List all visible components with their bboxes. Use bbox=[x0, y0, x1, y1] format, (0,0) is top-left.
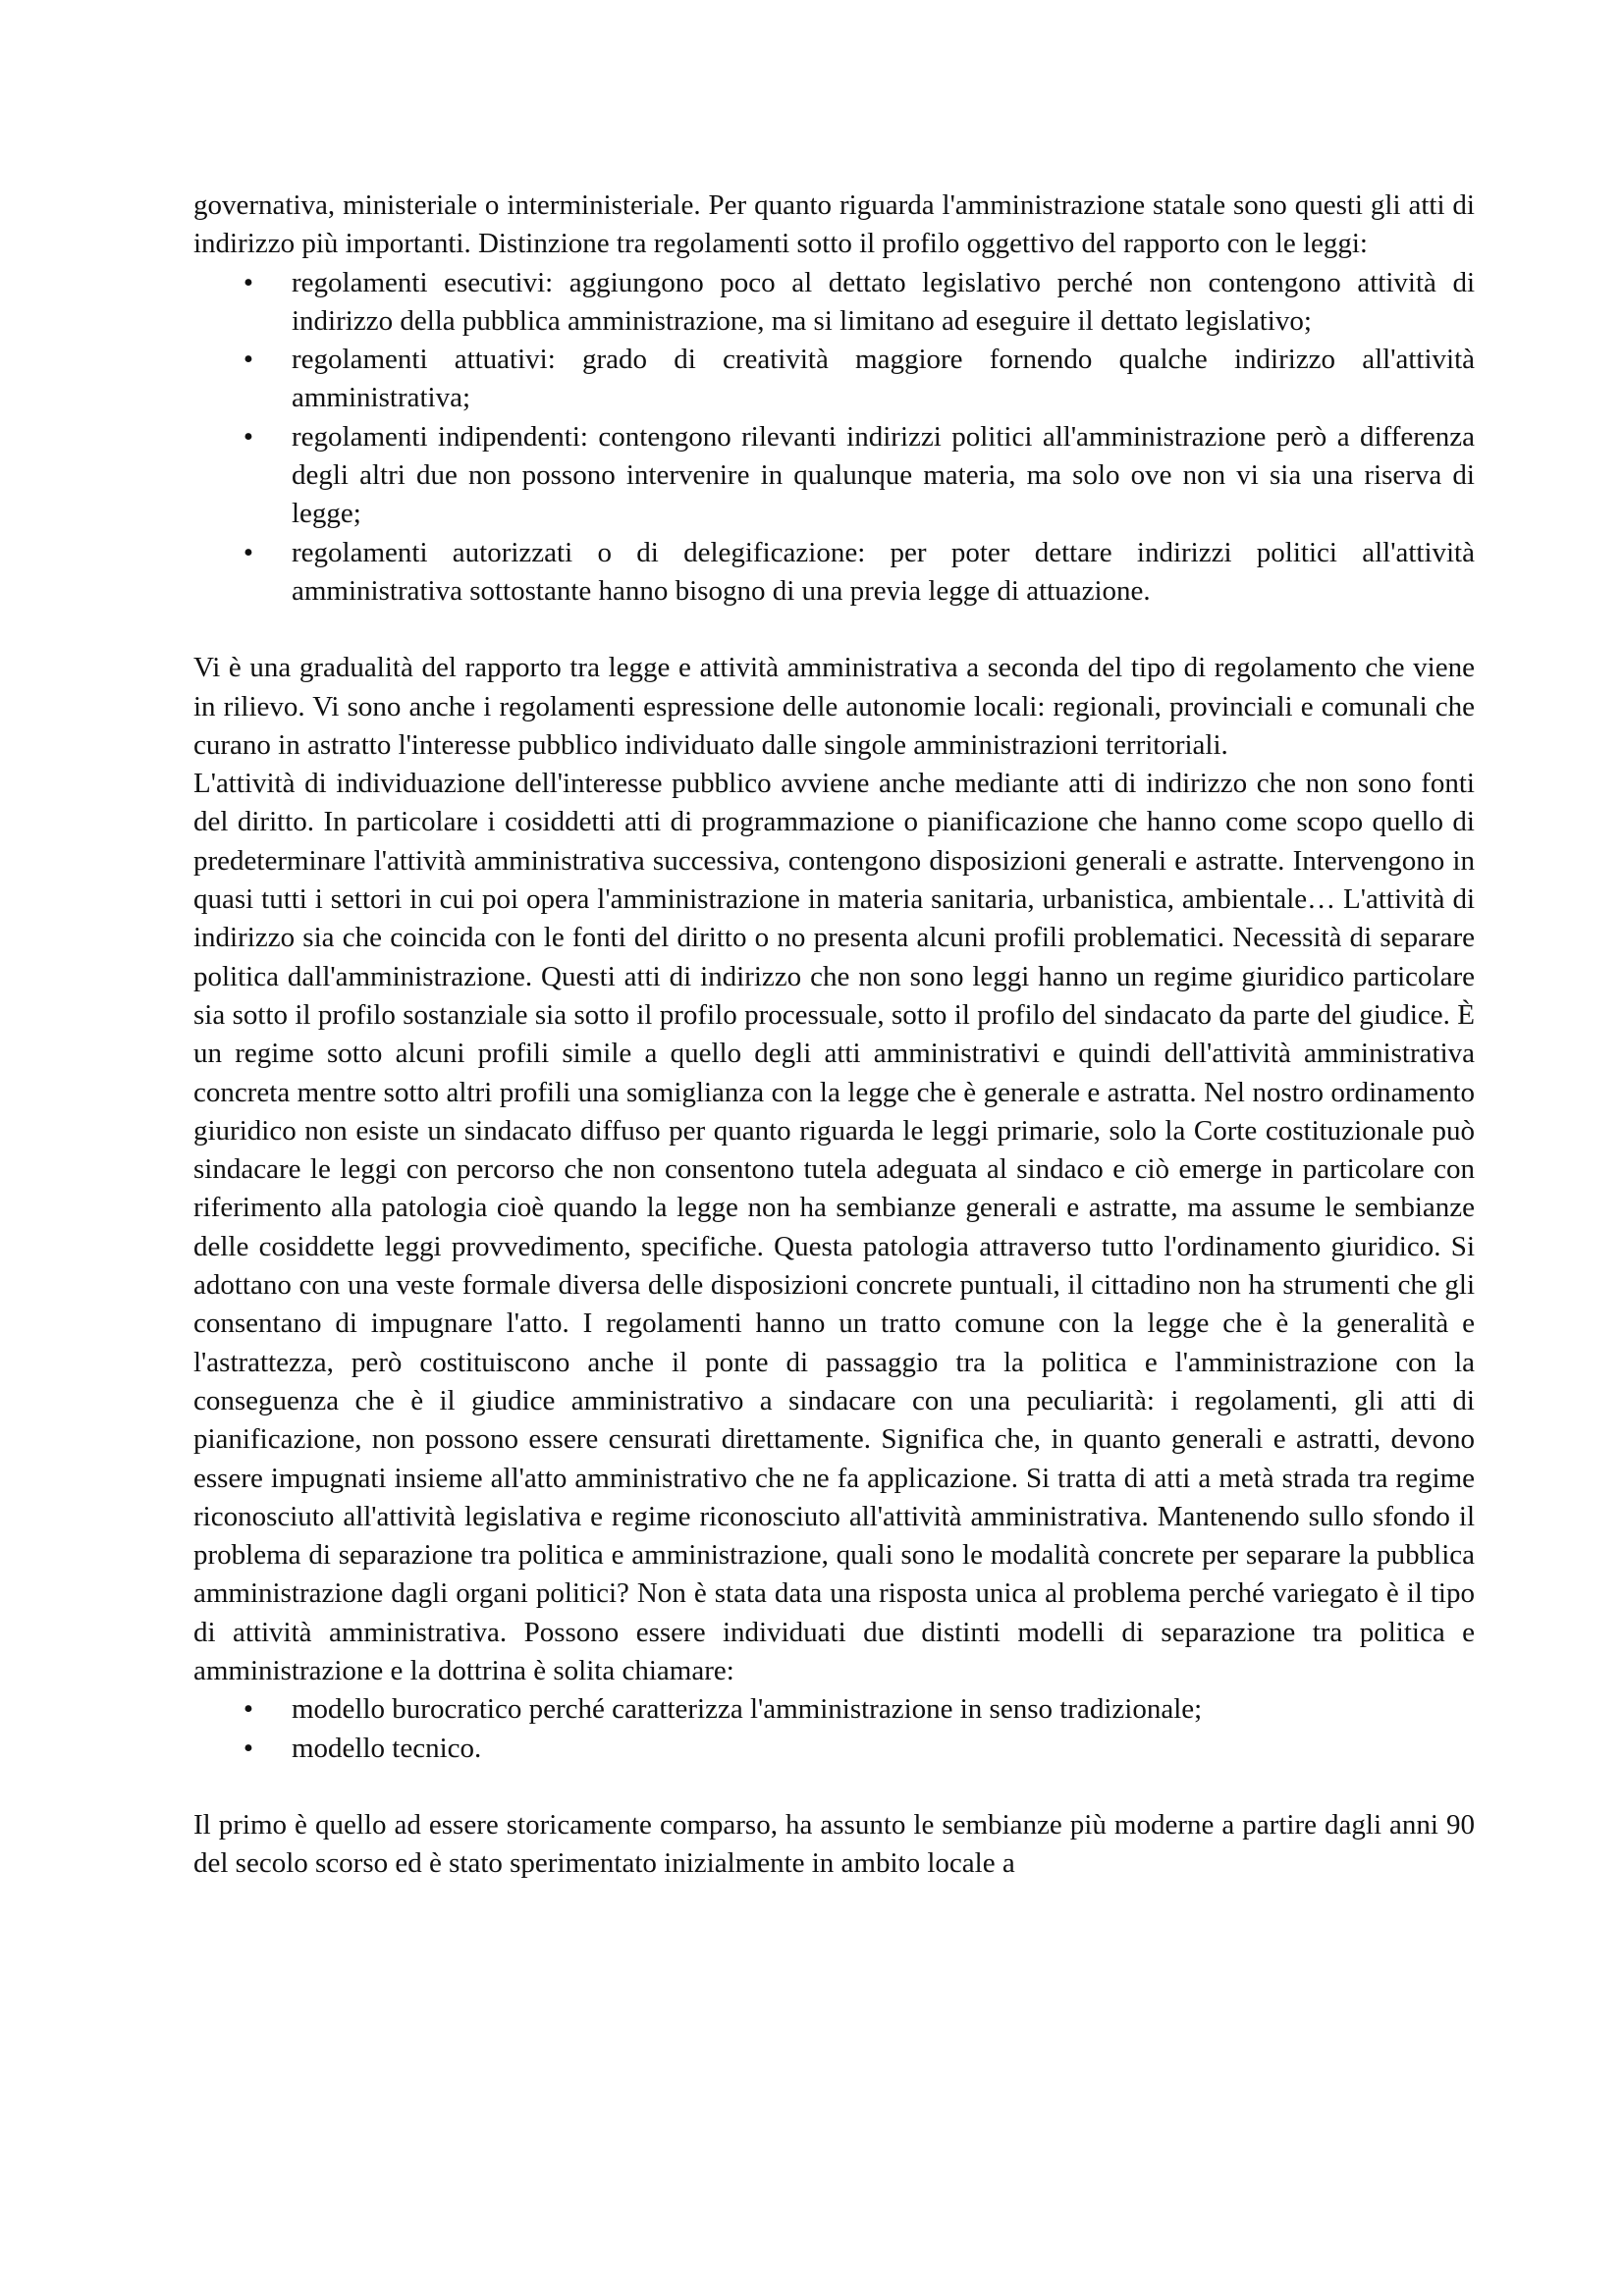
list-item bbox=[193, 1690, 1475, 1729]
gradualita-paragraph: Vi è una gradualità del rapporto tra legge e attività amministrativa a seconda del tipo di regolamento che viene in rilievo. Vi sono anche i regolamenti espressione delle autonomie locali: regionali, provinciali e comunali che curano in astratto l'interesse pubblico individuato dalle singole amministrazioni territoriali. bbox=[193, 652, 1475, 761]
bullet-icon: • bbox=[243, 344, 254, 376]
list-item-text: modello burocratico perché caratterizza l'amministrazione in senso tradizionale; bbox=[292, 1693, 1203, 1726]
bullet-icon: • bbox=[243, 266, 254, 298]
list-item-text: regolamenti indipendenti: contengono rilevanti indirizzi politici all'amministrazione però a differenza degli altri due non possono intervenire in qualunque materia, ma solo ove non vi sia una riserva di legge; bbox=[292, 420, 1475, 530]
main-paragraph: L'attività di individuazione dell'interesse pubblico avviene anche mediante atti di indirizzo che non sono fonti del diritto. In particolare i cosiddetti atti di programmazione o pianificazione che hanno come scopo quello di predeterminare l'attività amministrativa successiva, contengono disposizioni generali e astratte. Intervengono in quasi tutti i settori in cui poi opera l'amministrazione in materia sanitaria, urbanistica, ambientale… L'attività di indirizzo sia che coincida con le fonti del diritto o no presenta alcuni profili problematici. Necessità di separare politica dall'amministrazione. Questi atti di indirizzo che non sono leggi hanno un regime giuridico particolare sia sotto il profilo sostanziale sia sotto il profilo processuale, sotto il profilo del sindacato da parte del giudice. È un regime sotto alcuni profili simile a quello degli atti amministrativi e quindi dell'attività amministrativa concreta mentre sotto altri profili una somiglianza con la legge che è generale e astratta. Nel nostro ordinamento giuridico non esiste un sindacato diffuso per quanto riguarda le leggi primarie, solo la Corte costituzionale può sindacare le leggi con percorso che non consentono tutela adeguata al sindaco e ciò emerge in particolare con riferimento alla patologia cioè quando la legge non ha sembianze generali e astratte, ma assume le sembianze delle cosiddette leggi provvedimento, specifiche. Questa patologia attraverso tutto l'ordinamento giuridico. Si adottano con una veste formale diversa delle disposizioni concrete puntuali, il cittadino non ha strumenti che gli consentano di impugnare l'atto. I regolamenti hanno un tratto comune con la legge che è la generalità e l'astrattezza, però costituiscono anche il ponte di passaggio tra la politica e l'amministrazione con la conseguenza che è il giudice amministrativo a sindacare con una peculiarità: i regolamenti, gli atti di pianificazione, non possono essere censurati direttamente. Significa che, in quanto generali e astratti, devono essere impugnati insieme all'atto amministrativo che ne fa applicazione. Si tratta di atti a metà strada tra regime riconosciuto all'attività legislativa e regime riconosciuto all'attività amministrativa. Mantenendo sullo sfondo il problema di separazione tra politica e amministrazione, quali sono le modalità concrete per separare la pubblica amministrazione dagli organi politici? Non è stata data una risposta unica al problema perché variegato è il tipo di attività amministrativa. Possono essere individuati due distinti modelli di separazione tra politica e amministrazione e la dottrina è solita chiamare: bbox=[193, 768, 1475, 1686]
list-item-text: regolamenti attuativi: grado di creatività maggiore fornendo qualche indirizzo all'attività amministrativa; bbox=[292, 344, 1475, 414]
list-item-text: regolamenti autorizzati o di delegificazione: per poter dettare indirizzi politici all'attività amministrativa sottostante hanno bisogno di una previa legge di attuazione. bbox=[292, 536, 1475, 607]
document-page bbox=[193, 187, 1475, 1883]
bullet-icon: • bbox=[243, 536, 254, 568]
bullet-icon: • bbox=[243, 1693, 254, 1726]
list-item bbox=[193, 418, 1475, 534]
final-paragraph: Il primo è quello ad essere storicamente comparso, ha assunto le sembianze più moderne a partire dagli anni 90 del secolo scorso ed è stato sperimentato inizialmente in ambito locale a bbox=[193, 1808, 1475, 1880]
list-item-text: modello tecnico. bbox=[292, 1732, 482, 1764]
list-item bbox=[193, 264, 1475, 342]
list-item bbox=[193, 341, 1475, 418]
bullet-icon: • bbox=[243, 1732, 254, 1764]
list-item-text: regolamenti esecutivi: aggiungono poco al dettato legislativo perché non contengono attività di indirizzo della pubblica amministrazione, ma si limitano ad eseguire il dettato legislativo; bbox=[292, 266, 1475, 337]
bullet-icon: • bbox=[243, 420, 254, 453]
paragraph-spacer bbox=[193, 611, 1475, 649]
regulation-types-list bbox=[193, 264, 1475, 612]
intro-paragraph: governativa, ministeriale o interministeriale. Per quanto riguarda l'amministrazione statale sono questi gli atti di indirizzo più importanti. Distinzione tra regolamenti sotto il profilo oggettivo del rapporto con le leggi: bbox=[193, 189, 1475, 260]
separation-models-list bbox=[193, 1690, 1475, 1768]
list-item bbox=[193, 534, 1475, 612]
paragraph-spacer bbox=[193, 1768, 1475, 1806]
list-item bbox=[193, 1730, 1475, 1768]
